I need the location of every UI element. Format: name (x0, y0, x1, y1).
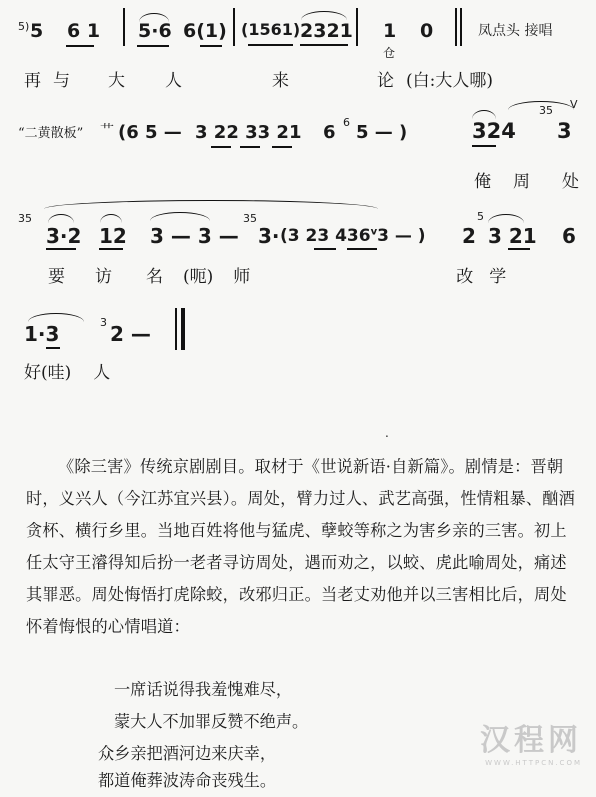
note: 6 (562, 224, 576, 248)
note: 2 (462, 224, 476, 248)
note: 2 — (110, 322, 151, 346)
note-group: 3 21 (488, 224, 537, 248)
note-group: (3 23 436$^v$3 — ) (280, 226, 426, 246)
banqiang-label: “二黄散板” (18, 126, 84, 141)
note-group: 1·3 (24, 322, 60, 346)
note-group: 5 — ) (356, 122, 408, 143)
poem-line-2: 蒙大人不加罪反赞不绝声。 (114, 712, 309, 731)
tempo-mark: 艹 (100, 123, 114, 139)
lyrics-line-2: 俺 周 处 (474, 172, 579, 192)
note-group: 6(1) (183, 20, 227, 42)
note-group: (6 5 — (118, 122, 182, 143)
watermark-en: WWW.HTTPCN.COM (485, 759, 582, 767)
poem-line-1: 一席话说得我羞愧难尽， (114, 680, 293, 699)
note: 0 (420, 20, 434, 42)
grace-note: 3 (100, 316, 107, 329)
cue-label: 凤点头 接唱 (478, 23, 553, 39)
poem-line-3: 众乡亲把酒河边来庆幸， (98, 744, 277, 763)
breath-mark: V (570, 98, 578, 111)
grace-note: 6 (343, 116, 350, 129)
grace-note: 35 (18, 212, 32, 225)
note: 3 (557, 119, 572, 143)
description-paragraph: 《除三害》传统京剧剧目。取材于《世说新语·自新篇》。剧情是：晋朝时，义兴人（今江苏宜兴县）。周处，臂力过人、武艺高强，性情粗暴、酗酒贪杯、横行乡里。当地百姓将他与猛虎、孽蛟等称之为害乡亲的三害。初上任太守王濬得知后扮一老者寻访周处，遇而劝之，以蛟、虎此喻周处，痛述其罪恶。周处悔悟打虎除蛟，改邪归正。当老丈劝他并以三害相比后，周处怀着悔恨的心情唱道： (26, 457, 576, 636)
dot-mark: . (385, 426, 389, 440)
note-group: 3 — 3 — (150, 224, 239, 248)
note-group: 12 (99, 224, 127, 248)
note-group: 2321 (300, 20, 353, 42)
grace-note: 35 (243, 212, 257, 225)
note-group: 3·2 (46, 224, 82, 248)
note: 1 (383, 20, 397, 42)
note-group: 5·6 (138, 20, 172, 42)
note: 5 (30, 20, 44, 42)
poem-line-4: 都道俺葬波涛命丧残生。 (98, 771, 277, 790)
percussion-mark: 仓 (383, 46, 396, 60)
note-group: 6 1 (67, 20, 101, 42)
lyrics-line-4: 好(哇) 人 (24, 363, 111, 383)
watermark-cn: 汉程网 (480, 723, 582, 758)
site-watermark (480, 715, 582, 767)
lyrics-line-1: 再与 大 人 来 论 (白:大人哪) (24, 71, 493, 91)
grace-note: 5) (18, 20, 30, 33)
note-group: 324 (472, 119, 516, 143)
note: 3· (258, 224, 280, 248)
grace-note: 35 (539, 104, 553, 117)
note: 6 (323, 122, 336, 143)
note-group: 3 22 33 21 (195, 122, 302, 143)
lyrics-line-3: 要 访 名 (呃) 师 改 学 (48, 267, 507, 287)
note-group: (1561) (241, 20, 301, 39)
grace-note: 5 (477, 210, 484, 223)
